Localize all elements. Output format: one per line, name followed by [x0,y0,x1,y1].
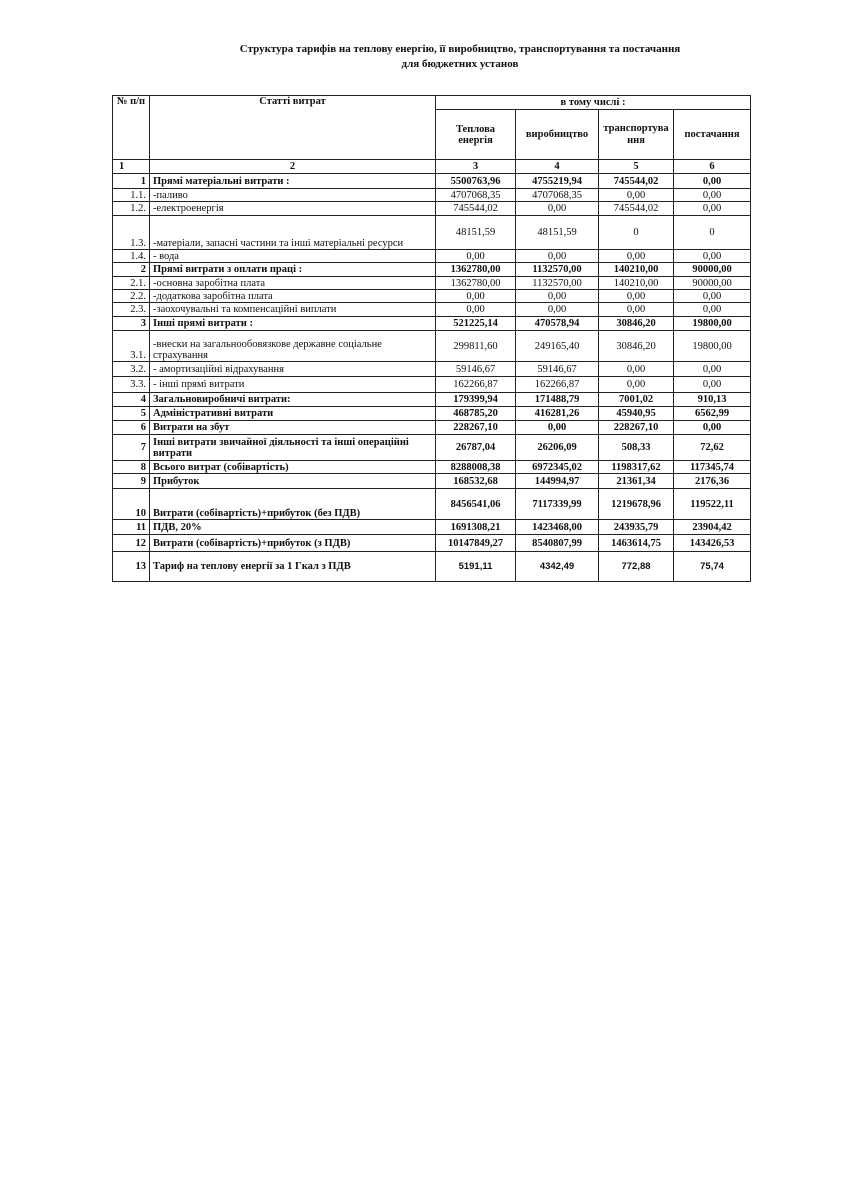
row-value-1: 26787,04 [436,435,516,461]
row-number: 1 [113,174,150,189]
row-item-name: Адміністративні витрати [150,407,436,421]
row-item-name: -електроенергія [150,202,436,216]
table-row [113,535,751,552]
row-value-3: 1198317,62 [599,461,674,474]
row-value-2: 0,00 [516,250,599,263]
row-value-2: 0,00 [516,303,599,317]
row-number: 1.1. [113,189,150,202]
table-row [113,331,751,362]
row-value-3: 7001,02 [599,393,674,407]
row-value-1: 48151,59 [436,216,516,250]
row-value-3: 45940,95 [599,407,674,421]
row-value-2: 470578,94 [516,317,599,331]
row-value-4: 0,00 [674,189,751,202]
row-value-3: 0,00 [599,303,674,317]
row-item-name: - вода [150,250,436,263]
row-value-1: 162266,87 [436,377,516,393]
row-value-3: 140210,00 [599,277,674,290]
row-value-4: 72,62 [674,435,751,461]
index-cell: 6 [674,160,751,174]
row-value-4: 0,00 [674,303,751,317]
table-row [113,317,751,331]
table-row [113,461,751,474]
table-row [113,393,751,407]
row-value-1: 4707068,35 [436,189,516,202]
row-number: 11 [113,520,150,535]
row-value-2: 7117339,99 [516,489,599,520]
row-number: 1.2. [113,202,150,216]
row-value-3: 508,33 [599,435,674,461]
table-row [113,263,751,277]
row-number: 2.3. [113,303,150,317]
row-value-2: 26206,09 [516,435,599,461]
row-value-4: 910,13 [674,393,751,407]
header-items: Статті витрат [150,96,436,160]
row-value-4: 0,00 [674,377,751,393]
row-value-2: 48151,59 [516,216,599,250]
row-value-1: 0,00 [436,250,516,263]
row-value-1: 168532,68 [436,474,516,489]
row-value-1: 521225,14 [436,317,516,331]
row-value-2: 1423468,00 [516,520,599,535]
row-value-1: 5500763,96 [436,174,516,189]
row-value-1: 1362780,00 [436,277,516,290]
row-value-3: 140210,00 [599,263,674,277]
table-row [113,174,751,189]
row-value-4: 6562,99 [674,407,751,421]
row-item-name: Витрати (собівартість)+прибуток (без ПДВ) [150,489,436,520]
row-value-4: 75,74 [674,552,751,582]
table-row [113,277,751,290]
row-value-3: 228267,10 [599,421,674,435]
row-value-3: 1219678,96 [599,489,674,520]
row-value-3: 745544,02 [599,202,674,216]
row-item-name: Витрати на збут [150,421,436,435]
row-value-1: 0,00 [436,303,516,317]
row-item-name: Прибуток [150,474,436,489]
row-item-name: Інші прямі витрати : [150,317,436,331]
row-value-2: 0,00 [516,202,599,216]
row-number: 2 [113,263,150,277]
row-number: 4 [113,393,150,407]
row-value-2: 4755219,94 [516,174,599,189]
row-number: 13 [113,552,150,582]
title-line-2: для бюджетних установ [401,58,519,70]
row-item-name: -основна заробітна плата [150,277,436,290]
table-row [113,377,751,393]
table-row [113,216,751,250]
row-value-3: 0 [599,216,674,250]
row-number: 3.2. [113,362,150,377]
table-row [113,520,751,535]
row-item-name: Загальновиробничі витрати: [150,393,436,407]
row-value-2: 0,00 [516,421,599,435]
index-row [113,160,751,174]
row-item-name: -заохочувальні та компенсаційні виплати [150,303,436,317]
row-value-2: 4342,49 [516,552,599,582]
row-number: 10 [113,489,150,520]
row-value-4: 19800,00 [674,317,751,331]
index-cell: 5 [599,160,674,174]
row-value-1: 10147849,27 [436,535,516,552]
row-item-name: Прямі матеріальні витрати : [150,174,436,189]
row-value-4: 0,00 [674,362,751,377]
table-body [113,174,751,582]
row-value-2: 1132570,00 [516,263,599,277]
row-value-3: 745544,02 [599,174,674,189]
row-item-name: Витрати (собівартість)+прибуток (з ПДВ) [150,535,436,552]
row-item-name: - амортизаційні відрахування [150,362,436,377]
row-value-4: 0 [674,216,751,250]
index-cell: 1 [113,160,150,174]
row-value-4: 0,00 [674,290,751,303]
row-value-3: 30846,20 [599,317,674,331]
row-number: 6 [113,421,150,435]
table-row [113,552,751,582]
header-supply: постачання [674,110,751,160]
row-item-name: - інші прямі витрати [150,377,436,393]
row-value-1: 8288008,38 [436,461,516,474]
row-value-1: 179399,94 [436,393,516,407]
row-number: 3.1. [113,331,150,362]
row-value-4: 143426,53 [674,535,751,552]
index-cell: 3 [436,160,516,174]
index-cell: 2 [150,160,436,174]
row-value-1: 1362780,00 [436,263,516,277]
row-value-3: 30846,20 [599,331,674,362]
row-value-4: 90000,00 [674,277,751,290]
table-row [113,421,751,435]
row-value-3: 772,88 [599,552,674,582]
row-number: 1.4. [113,250,150,263]
row-item-name: -внески на загальнообовязкове державне соціальне страхування [150,331,436,362]
row-value-2: 162266,87 [516,377,599,393]
header-group: в тому числі : [436,96,751,110]
row-value-2: 249165,40 [516,331,599,362]
header-production: виробництво [516,110,599,160]
row-item-name: Тариф на теплову енергії за 1 Гкал з ПДВ [150,552,436,582]
row-value-3: 0,00 [599,250,674,263]
row-number: 2.2. [113,290,150,303]
row-value-1: 8456541,06 [436,489,516,520]
row-value-1: 5191,11 [436,552,516,582]
row-number: 7 [113,435,150,461]
row-value-1: 1691308,21 [436,520,516,535]
row-item-name: Всього витрат (собівартість) [150,461,436,474]
row-value-4: 0,00 [674,250,751,263]
row-value-2: 0,00 [516,290,599,303]
row-value-4: 119522,11 [674,489,751,520]
row-value-1: 299811,60 [436,331,516,362]
table-row [113,362,751,377]
row-value-2: 1132570,00 [516,277,599,290]
row-value-4: 23904,42 [674,520,751,535]
row-value-3: 0,00 [599,290,674,303]
title-line-1: Структура тарифів на теплову енергію, її виробництво, транспортування та постачання [239,43,681,55]
table-row [113,474,751,489]
row-number: 8 [113,461,150,474]
document-title [0,42,849,72]
row-value-3: 0,00 [599,362,674,377]
table-row [113,202,751,216]
header-thermal: Теплова енергія [436,110,516,160]
row-number: 1.3. [113,216,150,250]
table-row [113,189,751,202]
row-value-2: 6972345,02 [516,461,599,474]
table-row [113,250,751,263]
row-value-2: 59146,67 [516,362,599,377]
row-item-name: Інші витрати звичайної діяльності та інші операційні витрати [150,435,436,461]
table-row [113,407,751,421]
header-number: № п/п [113,96,150,160]
row-number: 2.1. [113,277,150,290]
row-number: 3 [113,317,150,331]
row-value-4: 2176,36 [674,474,751,489]
row-value-3: 21361,34 [599,474,674,489]
row-value-4: 90000,00 [674,263,751,277]
index-cell: 4 [516,160,599,174]
row-number: 5 [113,407,150,421]
row-value-3: 1463614,75 [599,535,674,552]
row-value-2: 171488,79 [516,393,599,407]
table-row [113,489,751,520]
row-value-3: 243935,79 [599,520,674,535]
row-value-2: 8540807,99 [516,535,599,552]
table-row [113,303,751,317]
row-value-1: 59146,67 [436,362,516,377]
tariff-table [112,95,751,582]
row-item-name: -додаткова заробітна плата [150,290,436,303]
row-item-name: -матеріали, запасні частини та інші матеріальні ресурси [150,216,436,250]
row-value-3: 0,00 [599,189,674,202]
row-value-2: 416281,26 [516,407,599,421]
row-value-3: 0,00 [599,377,674,393]
row-value-2: 4707068,35 [516,189,599,202]
row-value-4: 19800,00 [674,331,751,362]
header-transport: транспортування [599,110,674,160]
table-row [113,290,751,303]
row-value-1: 468785,20 [436,407,516,421]
row-value-4: 0,00 [674,174,751,189]
row-value-2: 144994,97 [516,474,599,489]
table-row [113,435,751,461]
row-value-1: 745544,02 [436,202,516,216]
row-value-4: 0,00 [674,202,751,216]
row-value-4: 0,00 [674,421,751,435]
row-number: 12 [113,535,150,552]
row-item-name: Прямі витрати з оплати праці : [150,263,436,277]
row-value-4: 117345,74 [674,461,751,474]
row-number: 3.3. [113,377,150,393]
row-number: 9 [113,474,150,489]
row-value-1: 228267,10 [436,421,516,435]
row-value-1: 0,00 [436,290,516,303]
row-item-name: ПДВ, 20% [150,520,436,535]
row-item-name: -паливо [150,189,436,202]
